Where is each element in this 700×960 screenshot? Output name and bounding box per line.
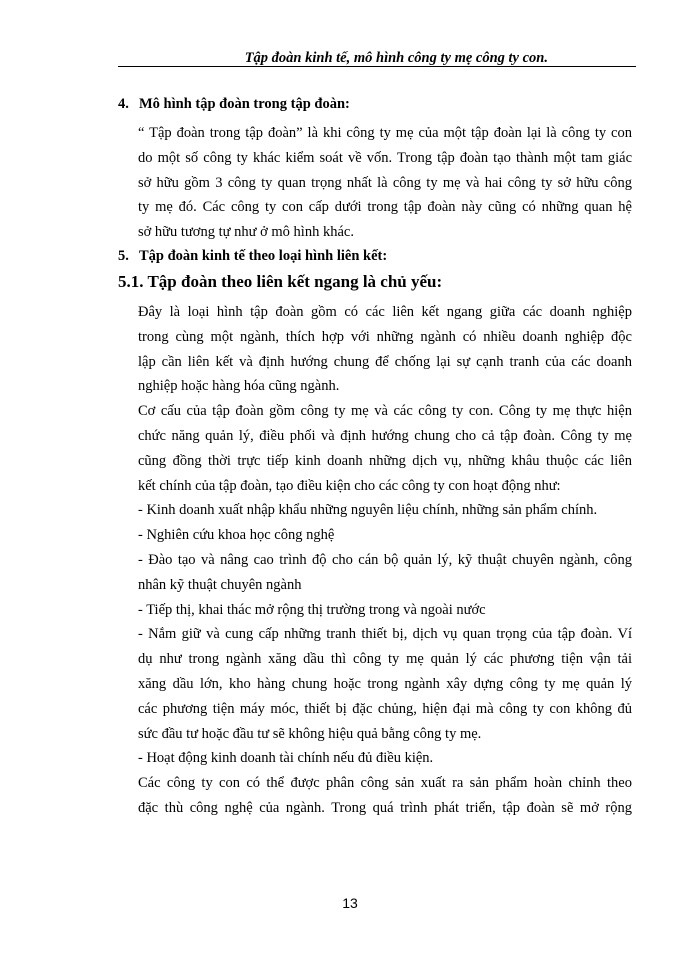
bullet-item: - Nghiên cứu khoa học công nghệ xyxy=(138,527,335,544)
section-5-1-heading: 5.1. Tập đoàn theo liên kết ngang là chủ yếu: xyxy=(118,272,443,291)
text-line: do một số công ty khác kiểm soát về vốn. Trong tập đoàn tạo thành một tam giác xyxy=(138,149,632,166)
text-line: nghiệp hoặc hàng hóa cũng ngành. xyxy=(138,378,340,395)
section-5-1-body xyxy=(138,300,632,821)
bullet-item-continued: các phương tiện máy móc, thiết bị đặc chủng, hiện đại mà công ty con không đủ xyxy=(138,700,632,717)
text-line: sở hữu gồm 3 công ty quan trọng nhất là công ty mẹ và hai công ty sở hữu công xyxy=(138,174,632,191)
section-4-title: Mô hình tập đoàn trong tập đoàn: xyxy=(139,96,350,112)
bullet-item-continued: dụ như trong ngành xăng dầu thì công ty mẹ quản lý các phương tiện vận tải xyxy=(138,651,632,668)
section-4-paragraph xyxy=(138,121,632,245)
text-line: kết chính của tập đoàn, tạo điều kiện cho các công ty con hoạt động như: xyxy=(138,477,561,494)
text-line: Đây là loại hình tập đoàn gồm có các liên kết ngang giữa các doanh nghiệp xyxy=(138,304,632,320)
text-line: ty mẹ đó. Các công ty con cấp dưới trong tập đoàn này cũng có những quan hệ xyxy=(138,199,632,216)
bullet-item: - Nắm giữ và cung cấp những tranh thiết bị, dịch vụ quan trọng của tập đoàn. Ví xyxy=(138,626,632,643)
bullet-item-continued: sức đầu tư hoặc đầu tư sẽ không hiệu quả bằng công ty mẹ. xyxy=(138,725,482,742)
text-line: đặc thù công nghệ của ngành. Trong quá trình phát triển, tập đoàn sẽ mở rộng xyxy=(138,799,632,816)
bullet-item: - Tiếp thị, khai thác mở rộng thị trường trong và ngoài nước xyxy=(138,601,486,618)
section-4-heading xyxy=(118,96,350,113)
header-title: Tập đoàn kinh tế, mô hình công ty mẹ công ty con. xyxy=(244,50,548,66)
running-header xyxy=(118,50,636,67)
text-line: sở hữu tương tự như ở mô hình khác. xyxy=(138,224,354,241)
bullet-item-continued: xăng dầu lớn, kho hàng chung hoặc trong ngành xây dựng công ty mẹ quản lý xyxy=(138,675,632,692)
text-line: “ Tập đoàn trong tập đoàn” là khi công ty mẹ của một tập đoàn lại là công ty con xyxy=(138,125,632,141)
text-line: trong cùng một ngành, thích hợp với những ngành có nhiều doanh nghiệp độc xyxy=(138,328,632,345)
page-number: 13 xyxy=(342,895,358,911)
section-4-number: 4. xyxy=(118,96,129,112)
section-5-title: Tập đoàn kinh tế theo loại hình liên kết: xyxy=(139,248,388,264)
section-5-heading xyxy=(118,248,387,265)
bullet-item-continued: nhân kỹ thuật chuyên ngành xyxy=(138,576,302,593)
bullet-item: - Đào tạo và nâng cao trình độ cho cán bộ quản lý, kỹ thuật chuyên ngành, công xyxy=(138,551,632,568)
bullet-item: - Hoạt động kinh doanh tài chính nếu đủ điều kiện. xyxy=(138,750,434,767)
text-line: cũng đồng thời trực tiếp kinh doanh những dịch vụ, những khâu thuộc các liên xyxy=(138,452,632,469)
section-5-number: 5. xyxy=(118,248,129,264)
text-line: chức năng quản lý, điều phối và định hướng chung cho cả tập đoàn. Công ty mẹ xyxy=(138,427,632,444)
text-line: Các công ty con có thể được phân công sản xuất ra sản phẩm hoàn chỉnh theo xyxy=(138,775,632,792)
bullet-item: - Kinh doanh xuất nhập khẩu những nguyên liệu chính, những sản phẩm chính. xyxy=(138,502,598,519)
text-line: Cơ cấu của tập đoàn gồm công ty mẹ và các công ty con. Công ty mẹ thực hiện xyxy=(138,403,632,420)
text-line: lập cần liên kết và định hướng chung để chống lại sự cạnh tranh của các doanh xyxy=(138,353,632,370)
